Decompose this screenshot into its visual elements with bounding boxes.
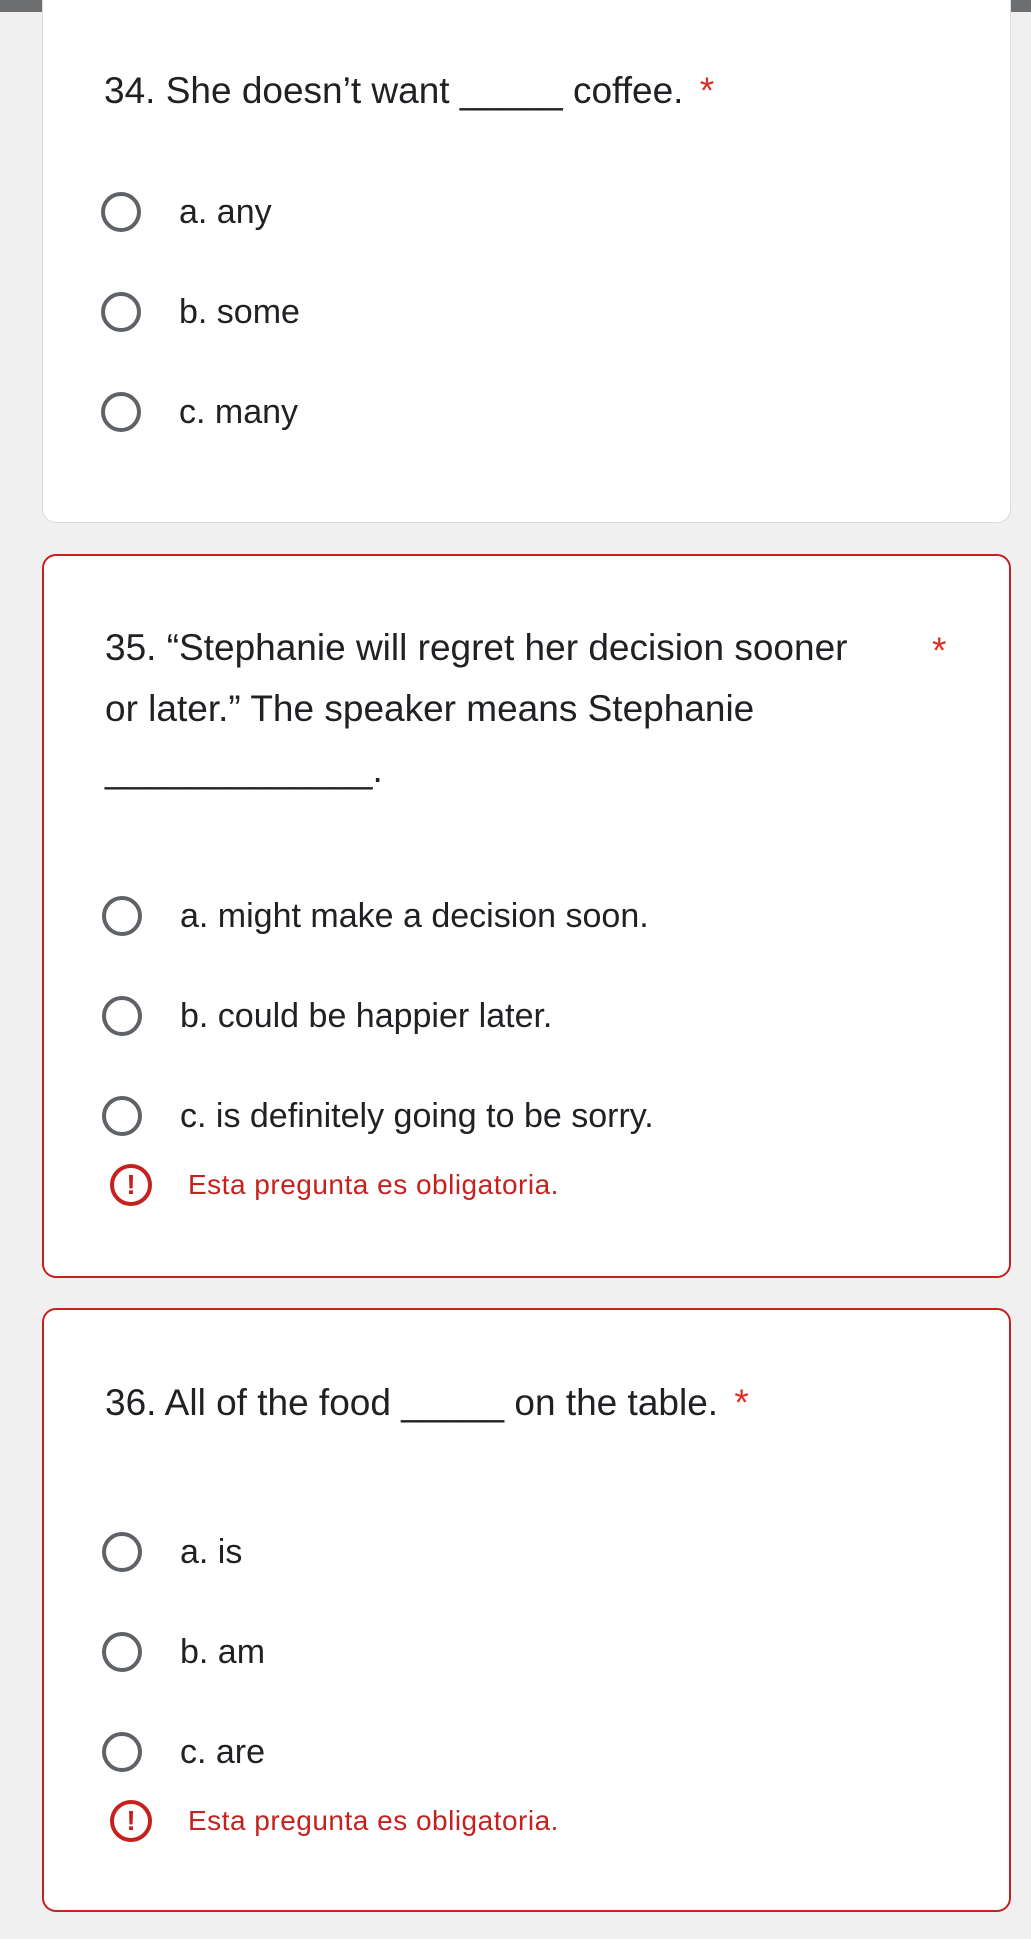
radio-unchecked-icon[interactable] <box>101 192 141 232</box>
radio-unchecked-icon[interactable] <box>102 896 142 936</box>
option-label: c. are <box>180 1732 266 1771</box>
radio-unchecked-icon[interactable] <box>102 996 142 1036</box>
error-message: Esta pregunta es obligatoria. <box>188 1169 559 1200</box>
required-asterisk: * <box>932 630 947 671</box>
question-card-36 <box>42 1308 1011 1912</box>
option-are[interactable] <box>102 1722 265 1782</box>
error-message: Esta pregunta es obligatoria. <box>188 1805 559 1836</box>
exclamation-circle-icon: ! <box>110 1800 152 1842</box>
required-asterisk: * <box>734 1382 749 1423</box>
option-many[interactable] <box>101 382 298 442</box>
option-label: b. could be happier later. <box>180 996 553 1035</box>
exclamation-circle-icon: ! <box>110 1164 152 1206</box>
required-asterisk: * <box>699 70 715 111</box>
question-title: 35. “Stephanie will regret her decision sooner or later.” The speaker means Stephanie _____________. <box>105 627 848 790</box>
option-label: c. is deﬁnitely going to be sorry. <box>180 1096 654 1135</box>
question-title: 34. She doesn’t want _____ coffee. * <box>104 70 715 111</box>
question-card-34 <box>42 0 1011 523</box>
option-label: a. is <box>180 1532 243 1571</box>
option-am[interactable] <box>102 1622 265 1682</box>
question-title: 36. All of the food _____ on the table. * <box>105 1382 749 1423</box>
option-might-make-decision[interactable] <box>102 886 649 946</box>
option-label: a. any <box>179 192 272 231</box>
option-label: a. might make a decision soon. <box>180 896 649 935</box>
required-error <box>110 1164 559 1206</box>
option-label: b. am <box>180 1632 266 1671</box>
radio-unchecked-icon[interactable] <box>102 1632 142 1672</box>
radio-unchecked-icon[interactable] <box>102 1532 142 1572</box>
option-any[interactable] <box>101 182 272 242</box>
question-card-35 <box>42 554 1011 1278</box>
option-could-be-happier[interactable] <box>102 986 552 1046</box>
option-label: c. many <box>179 392 299 431</box>
radio-unchecked-icon[interactable] <box>102 1732 142 1772</box>
required-error <box>110 1800 559 1842</box>
option-definitely-sorry[interactable] <box>102 1086 654 1146</box>
option-is[interactable] <box>102 1522 242 1582</box>
radio-unchecked-icon[interactable] <box>102 1096 142 1136</box>
option-some[interactable] <box>101 282 300 342</box>
radio-unchecked-icon[interactable] <box>101 292 141 332</box>
option-label: b. some <box>179 292 300 331</box>
radio-unchecked-icon[interactable] <box>101 392 141 432</box>
